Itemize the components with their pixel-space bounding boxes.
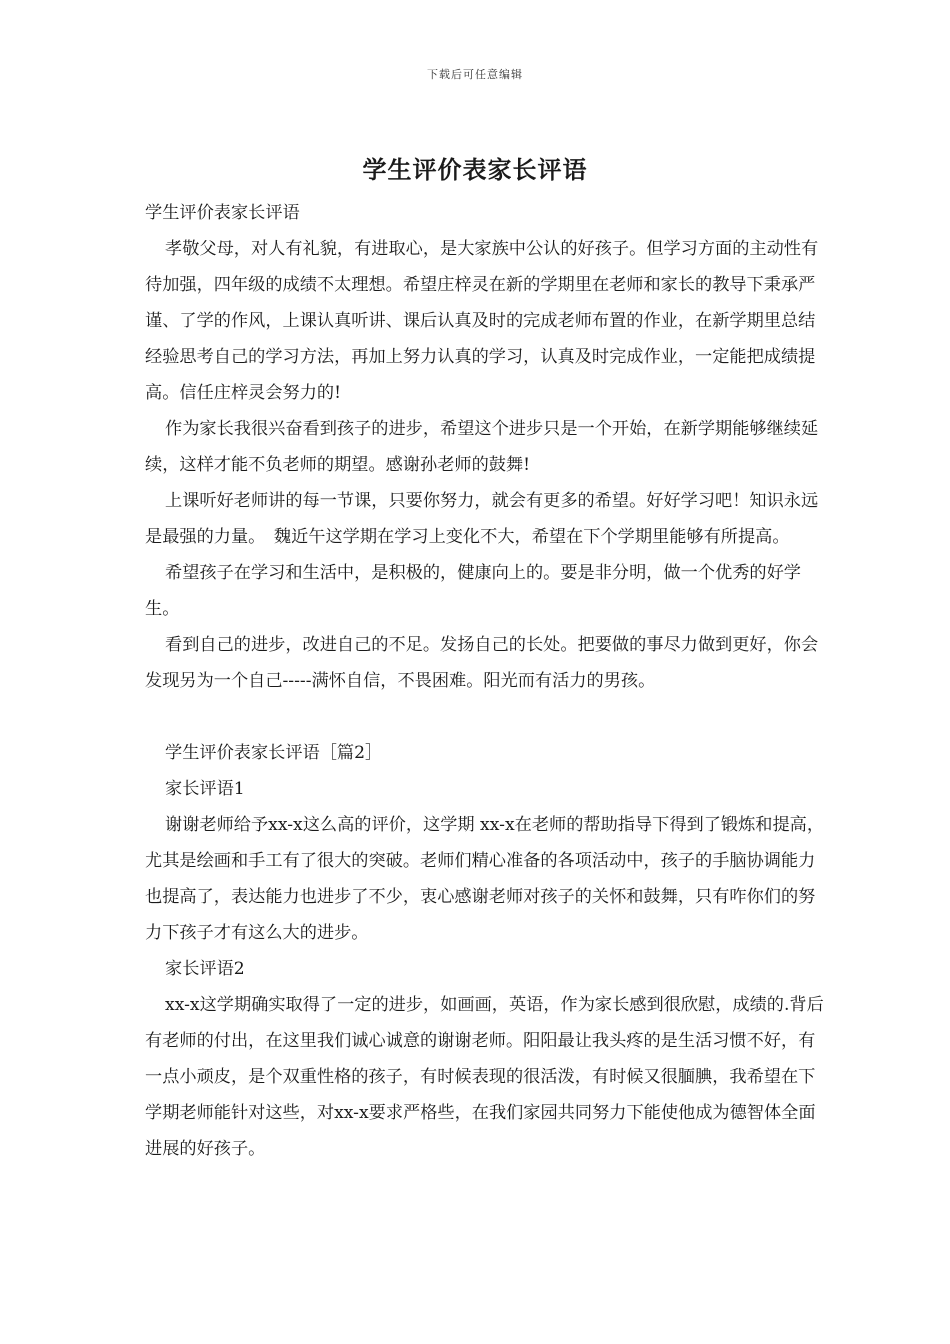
document-title: 学生评价表家长评语	[362, 155, 588, 184]
header-note: 下载后可任意编辑	[427, 68, 523, 81]
paragraph: 孝敬父母，对人有礼貌，有进取心，是大家族中公认的好孩子。但学习方面的主动性有待加强，四年级的成绩不太理想。希望庄梓灵在新的学期里在老师和家长的教导下秉承严谨、了学的作风，上课认真听讲、课后认真及时的完成老师布置的作业，在新学期里总结经验思考自己的学习方法，再加上努力认真的学习，认真及时完成作业，一定能把成绩提高。信任庄梓灵会努力的!	[145, 239, 819, 403]
document-body	[145, 195, 825, 1167]
section-gap	[145, 699, 825, 735]
section2-heading: 学生评价表家长评语［篇2］	[165, 743, 383, 763]
paragraph: 作为家长我很兴奋看到孩子的进步，希望这个进步只是一个开始，在新学期能够继续延续，这样才能不负老师的期望。感谢孙老师的鼓舞!	[145, 419, 819, 475]
paragraph: 希望孩子在学习和生活中，是积极的，健康向上的。要是非分明，做一个优秀的好学生。	[145, 563, 801, 619]
paragraph: 谢谢老师给予xx-x这么高的评价，这学期 xx-x在老师的帮助指导下得到了锻炼和提高，尤其是绘画和手工有了很大的突破。老师们精心准备的各项活动中，孩子的手脑协调能力也提高了，表达能力也进步了不少，衷心感谢老师对孩子的关怀和鼓舞，只有咋你们的努力下孩子才有这么大的进步。	[145, 815, 825, 943]
subsection-heading: 家长评语1	[165, 779, 245, 799]
subsection-heading: 家长评语2	[165, 959, 245, 979]
paragraph: 上课听好老师讲的每一节课，只要你努力，就会有更多的希望。好好学习吧！知识永远是最强的力量。 魏近午这学期在学习上变化不大，希望在下个学期里能够有所提高。	[145, 491, 819, 547]
paragraph: xx-x这学期确实取得了一定的进步，如画画，英语，作为家长感到很欣慰，成绩的.背后有老师的付出，在这里我们诚心诚意的谢谢老师。阳阳最让我头疼的是生活习惯不好，有一点小顽皮，是个双重性格的孩子，有时候表现的很活泼，有时候又很腼腆，我希望在下学期老师能针对这些，对xx-x要求严格些，在我们家园共同努力下能使他成为德智体全面进展的好孩子。	[145, 995, 824, 1159]
paragraph: 看到自己的进步，改进自己的不足。发扬自己的长处。把要做的事尽力做到更好，你会发现另为一个自己-----满怀自信，不畏困难。阳光而有活力的男孩。	[145, 635, 819, 691]
section1-heading: 学生评价表家长评语	[145, 203, 300, 223]
